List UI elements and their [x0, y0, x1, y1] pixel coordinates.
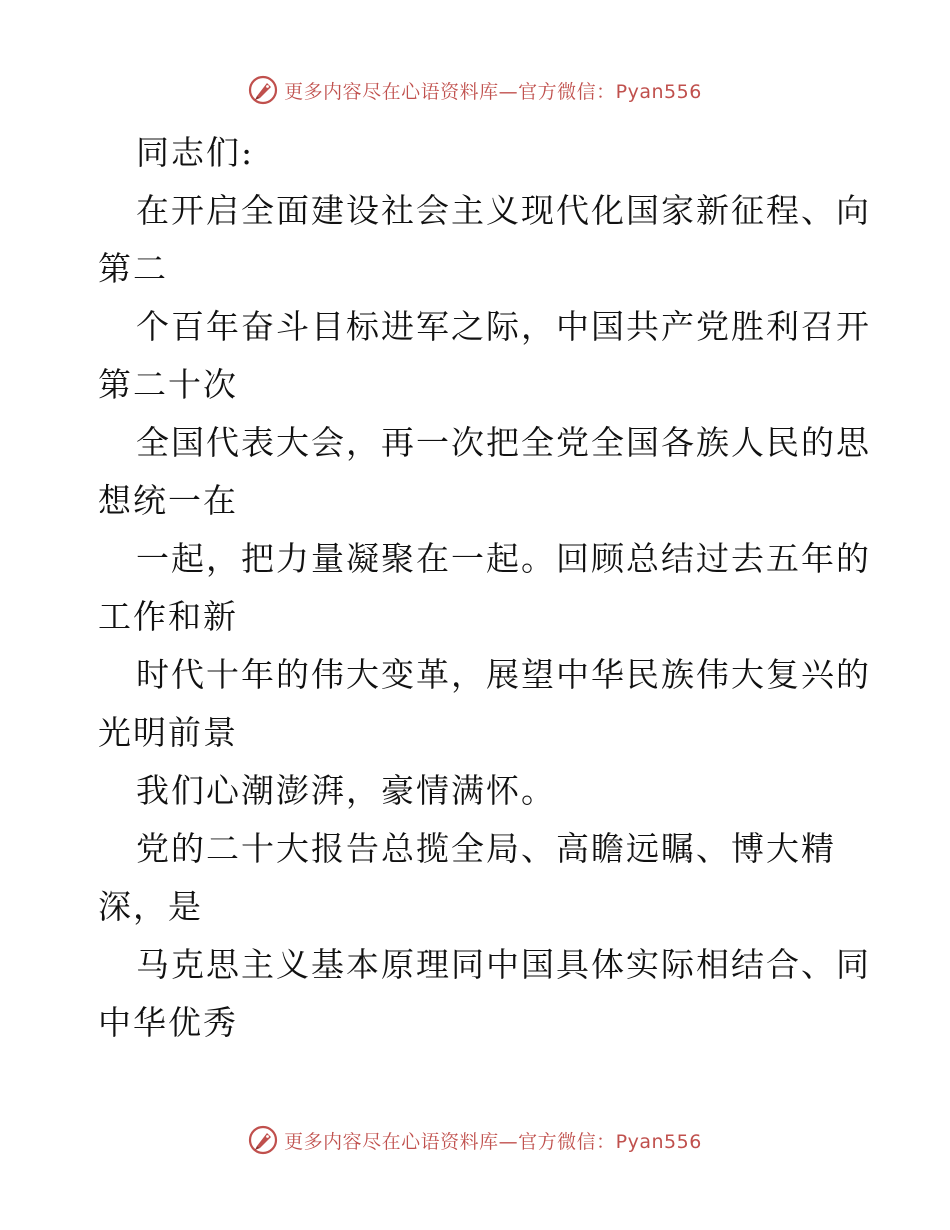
document-line: 党的二十大报告总揽全局、高瞻远瞩、博大精 — [136, 829, 836, 868]
document-line: 一起，把力量凝聚在一起。回顾总结过去五年的 — [136, 539, 871, 578]
document-line: 全国代表大会，再一次把全党全国各族人民的思 — [136, 423, 871, 462]
pen-nib-logo-icon — [248, 75, 278, 105]
document-line: 同志们: — [136, 133, 255, 172]
header-banner-text: 更多内容尽在心语资料库—官方微信：Pyan556 — [284, 80, 702, 103]
footer-banner-text: 更多内容尽在心语资料库—官方微信：Pyan556 — [284, 1130, 702, 1153]
document-line: 我们心潮澎湃，豪情满怀。 — [136, 771, 556, 810]
document-line: 第二 — [98, 249, 168, 288]
document-line: 个百年奋斗目标进军之际，中国共产党胜利召开 — [136, 307, 871, 346]
document-line: 深，是 — [98, 887, 203, 926]
document-line: 想统一在 — [98, 481, 238, 520]
document-line: 中华优秀 — [98, 1003, 238, 1042]
document-line: 工作和新 — [98, 597, 238, 636]
document-line: 第二十次 — [98, 365, 238, 404]
document-body — [98, 124, 871, 1052]
document-line: 光明前景 — [98, 713, 238, 752]
pen-nib-logo-icon — [248, 1125, 278, 1155]
document-line: 马克思主义基本原理同中国具体实际相结合、同 — [136, 945, 871, 984]
document-line: 在开启全面建设社会主义现代化国家新征程、向 — [136, 191, 871, 230]
header-banner — [0, 72, 950, 108]
document-line: 时代十年的伟大变革，展望中华民族伟大复兴的 — [136, 655, 871, 694]
footer-banner — [0, 1122, 950, 1158]
